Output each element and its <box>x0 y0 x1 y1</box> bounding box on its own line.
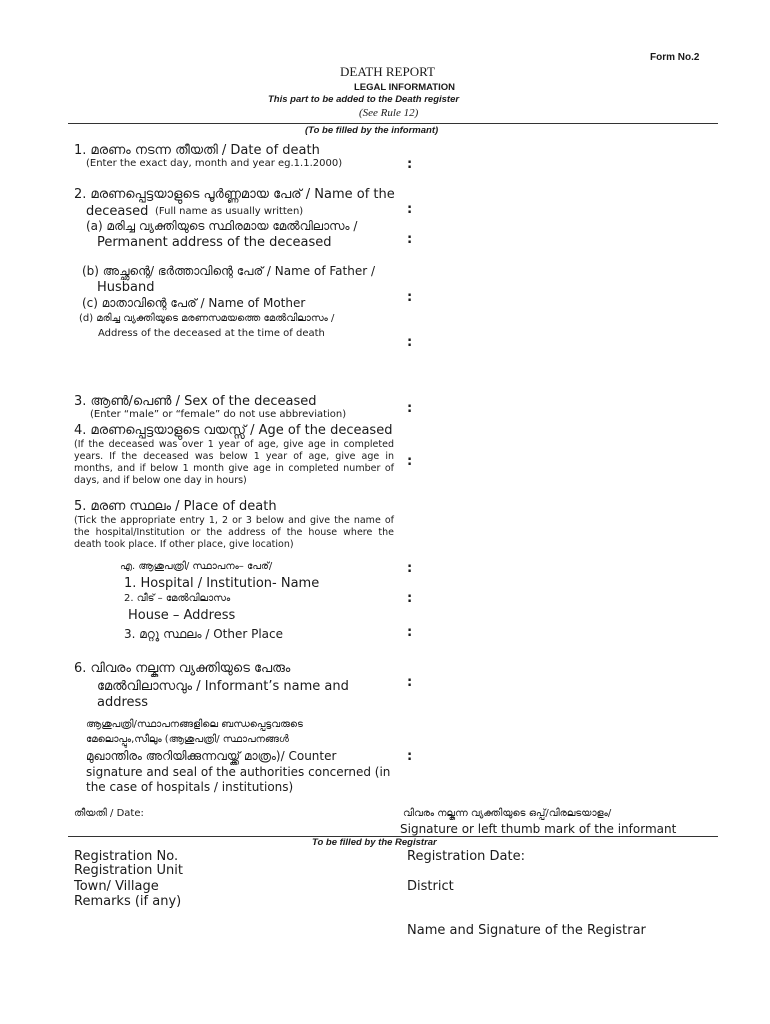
q2a-field[interactable]: : <box>407 232 413 247</box>
date-label[interactable]: തീയതി / Date: <box>74 808 144 819</box>
header-divider <box>68 123 718 124</box>
q1-field[interactable]: : <box>407 157 413 172</box>
registrar-note: To be filled by the Registrar <box>312 837 437 848</box>
counter-sign-line5: the case of hospitals / institutions) <box>86 780 294 794</box>
q2-hint: (Full name as usually written) <box>155 206 304 217</box>
informant-signature-ml: വിവരം നല്കുന്ന വ്യക്തിയുടെ ഒപ്പ്/വിരലടയാളം/ <box>403 808 612 819</box>
q5-house-ml: 2. വീട് – മേൽവിലാസം <box>124 593 231 604</box>
district[interactable]: District <box>407 879 454 894</box>
q3-label: 3. ആൺ/പെൺ / Sex of the deceased <box>74 394 317 409</box>
q2-field[interactable]: : <box>407 202 413 217</box>
q5-other-label: 3. മറ്റു സ്ഥലം / Other Place <box>124 627 283 641</box>
q2bc-field[interactable]: : <box>407 290 413 305</box>
q4-field[interactable]: : <box>407 454 413 469</box>
remarks[interactable]: Remarks (if any) <box>74 894 182 909</box>
registration-date[interactable]: Registration Date: <box>407 849 525 864</box>
counter-sign-line1: ആശുപത്രി/സ്ഥാപനങ്ങളിലെ ബന്ധപ്പെട്ടവരുടെ <box>86 719 303 730</box>
counter-sign-line4: signature and seal of the authorities concerned (in <box>86 765 391 779</box>
q2d-label: (d) മരിച്ച വ്യക്തിയുടെ മരണസമയത്തെ മേൽവിലാസം / <box>79 313 335 324</box>
q4-hint: (If the deceased was over 1 year of age, give age in completed years. If the deceased was below 1 year of age, give age in months, and if below 1 month give age in completed number of days, and if below one day in hours) <box>74 439 394 486</box>
q2a-label-cont: Permanent address of the deceased <box>97 235 332 250</box>
q5-house-label: House – Address <box>128 608 236 623</box>
q5-hospital-label: 1. Hospital / Institution- Name <box>124 576 320 591</box>
q5-hospital-field[interactable]: : <box>407 561 413 576</box>
q5-other-field[interactable]: : <box>407 625 413 640</box>
q3-field[interactable]: : <box>407 401 413 416</box>
q2d-label-cont: Address of the deceased at the time of death <box>98 328 325 339</box>
q6-label-cont2: address <box>97 695 149 710</box>
q3-hint: (Enter “male” or “female” do not use abbreviation) <box>90 409 347 420</box>
registration-no[interactable]: Registration No. <box>74 849 179 864</box>
registration-unit[interactable]: Registration Unit <box>74 863 183 878</box>
counter-sign-field[interactable]: : <box>407 749 413 764</box>
q6-label-cont: മേൽവിലാസവും / Informant’s name and <box>97 679 349 694</box>
form-number: Form No.2 <box>650 52 700 63</box>
q6-field[interactable]: : <box>407 675 413 690</box>
q5-house-field[interactable]: : <box>407 591 413 606</box>
q1-hint: (Enter the exact day, month and year eg.1.1.2000) <box>86 158 343 169</box>
q4-label: 4. മരണപ്പെട്ടയാളുടെ വയസ്സ് / Age of the deceased <box>74 423 393 438</box>
informant-note: (To be filled by the informant) <box>305 125 439 136</box>
rule-reference: (See Rule 12) <box>359 107 419 119</box>
informant-signature-label[interactable]: Signature or left thumb mark of the informant <box>400 822 677 836</box>
q2c-label: (c) മാതാവിന്റെ പേര് / Name of Mother <box>82 296 306 310</box>
q2-label-cont: deceased <box>86 204 149 219</box>
q5-label: 5. മരണ സ്ഥലം / Place of death <box>74 499 277 514</box>
registrar-signature[interactable]: Name and Signature of the Registrar <box>407 923 646 938</box>
q2d-field[interactable]: : <box>407 335 413 350</box>
counter-sign-line2: മേലൊപ്പും,സീലും (ആശുപത്രി/ സ്ഥാപനങ്ങൾ <box>86 734 289 745</box>
q5-hint: (Tick the appropriate entry 1, 2 or 3 below and give the name of the hospital/Institution or the address of the house where the death took place. If other place, give location) <box>74 515 394 550</box>
register-note: This part to be added to the Death register <box>268 94 460 105</box>
counter-sign-line3: മുഖാന്തിരം അറിയിക്കുന്നവയ്ക്ക് മാത്രം)/ Counter <box>86 749 337 763</box>
page-title: DEATH REPORT <box>340 64 435 79</box>
q5-hospital-ml: എ. ആശുപത്രി/ സ്ഥാപനം– പേര്/ <box>120 561 273 572</box>
page-subtitle: LEGAL INFORMATION <box>354 82 455 93</box>
q2b-label-cont: Husband <box>97 280 155 295</box>
q1-label: 1. മരണം നടന്ന തീയതി / Date of death <box>74 143 320 158</box>
q2a-label: (a) മരിച്ച വ്യക്തിയുടെ സ്ഥിരമായ മേൽവിലാസം / <box>86 219 358 233</box>
q6-label: 6. വിവരം നല്കുന്ന വ്യക്തിയുടെ പേരും <box>74 661 291 676</box>
q2b-label: (b) അച്ഛന്റെ/ ഭർത്താവിന്റെ പേര് / Name of Father / <box>82 264 376 278</box>
q2-label: 2. മരണപ്പെട്ടയാളുടെ പൂർണ്ണമായ പേര് / Name of the <box>74 187 395 202</box>
town-village[interactable]: Town/ Village <box>74 879 159 894</box>
